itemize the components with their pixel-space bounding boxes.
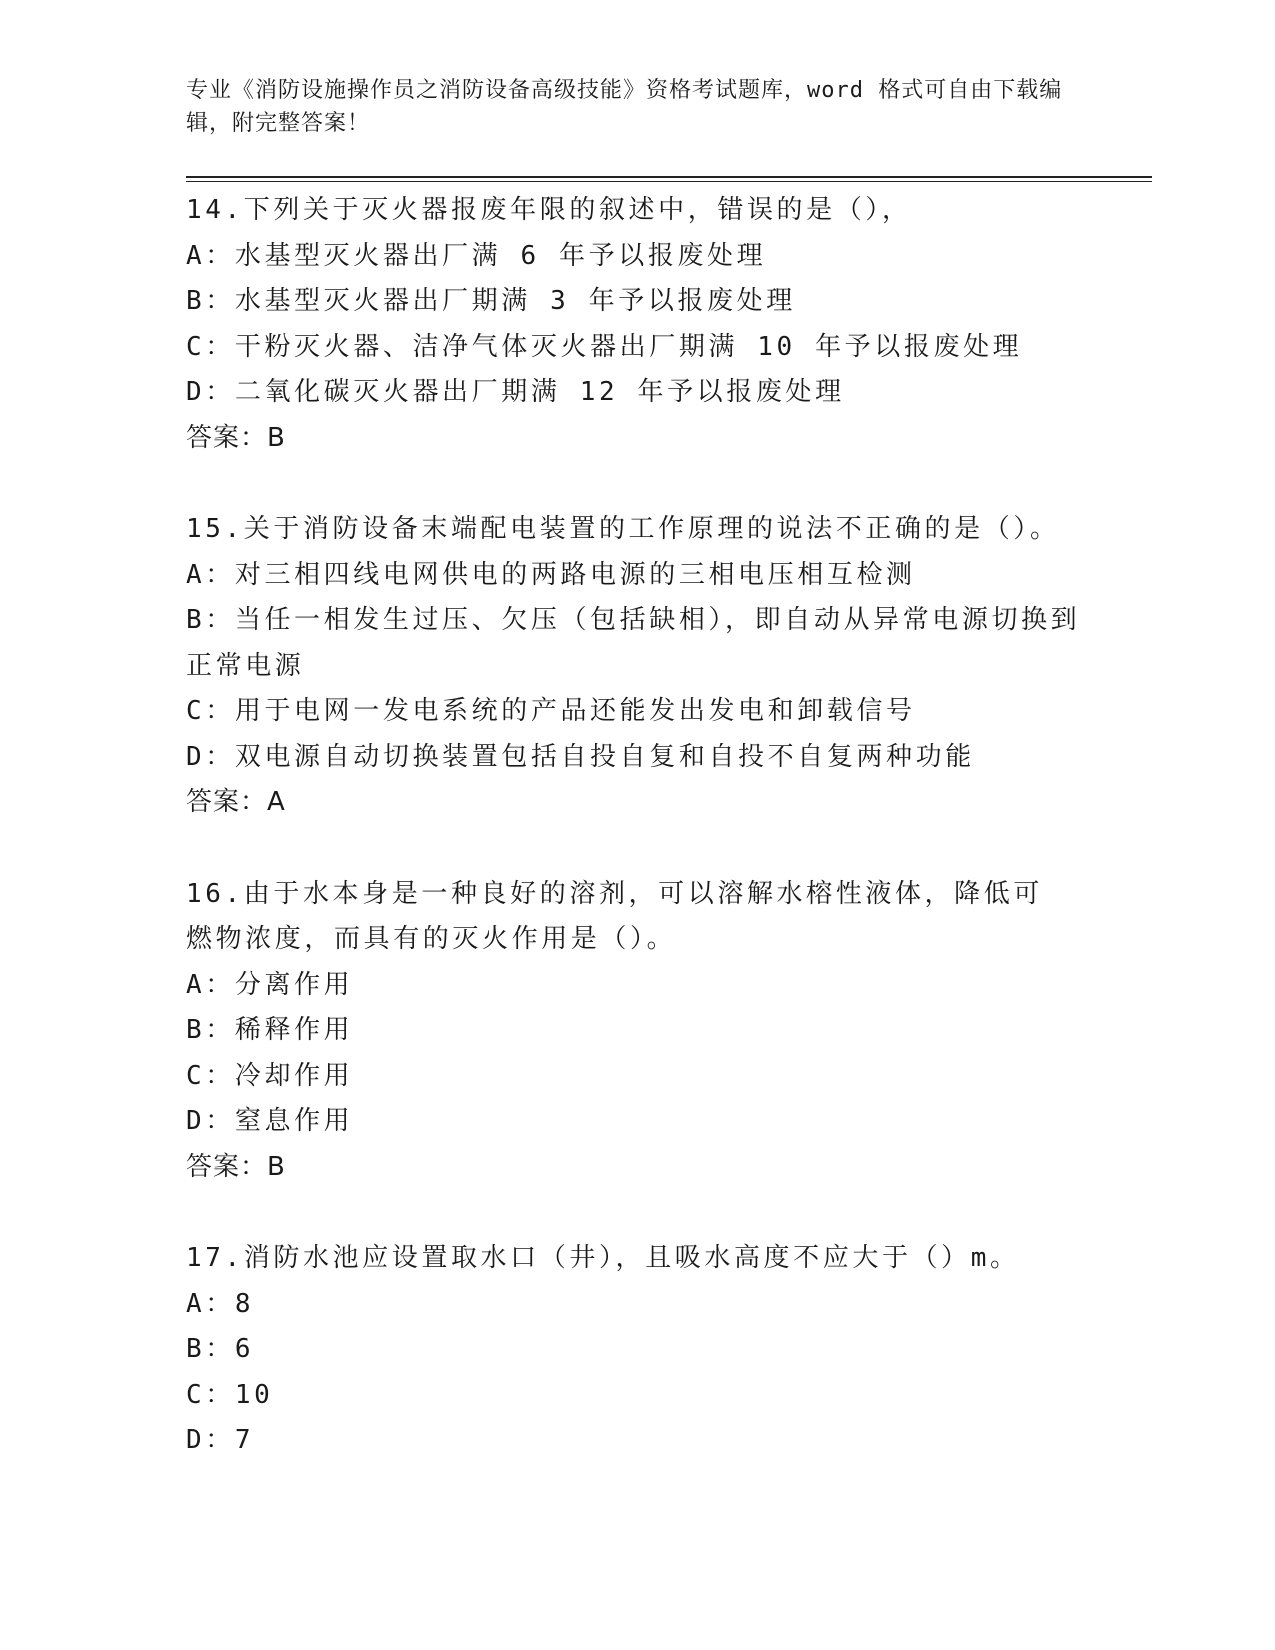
question-list — [186, 188, 1086, 1510]
question-14 — [186, 188, 1086, 461]
option-c: C：干粉灭火器、洁净气体灭火器出厂期满 10 年予以报废处理 — [186, 331, 1023, 362]
option-a: A：水基型灭火器出厂满 6 年予以报废处理 — [186, 240, 767, 271]
question-17 — [186, 1236, 1086, 1464]
question-stem: 14.下列关于灭火器报废年限的叙述中，错误的是（）， — [186, 195, 912, 225]
option-d: D：窒息作用 — [186, 1106, 354, 1136]
header-divider-thin — [186, 181, 1152, 182]
question-stem: 15.关于消防设备末端配电装置的工作原理的说法不正确的是（）。 — [186, 514, 1060, 544]
question-16 — [186, 872, 1086, 1191]
option-c: C：冷却作用 — [186, 1060, 354, 1091]
answer-line: 答案：B — [186, 422, 286, 453]
option-b: B：6 — [186, 1334, 255, 1364]
question-15 — [186, 507, 1086, 826]
option-b: B：稀释作用 — [186, 1015, 354, 1045]
question-stem: 16.由于水本身是一种良好的溶剂，可以溶解水榕性液体，降低可燃物浓度，而具有的灭火作用是（）。 — [186, 878, 1043, 954]
option-a: A：8 — [186, 1288, 255, 1319]
option-d: D：7 — [186, 1425, 255, 1455]
answer-line: 答案：B — [186, 1151, 286, 1182]
option-b: B：水基型灭火器出厂期满 3 年予以报废处理 — [186, 286, 796, 316]
option-a: A：分离作用 — [186, 969, 354, 1000]
option-c: C：用于电网一发电系统的产品还能发出发电和卸载信号 — [186, 696, 916, 726]
header-divider-thick — [186, 176, 1152, 178]
option-a: A：对三相四线电网供电的两路电源的三相电压相互检测 — [186, 559, 916, 590]
option-c: C：10 — [186, 1379, 274, 1410]
document-header: 专业《消防设施操作员之消防设备高级技能》资格考试题库，word 格式可自由下载编辑，附完整答案！ — [186, 78, 1063, 136]
option-d: D：双电源自动切换装置包括自投自复和自投不自复两种功能 — [186, 741, 975, 772]
option-b: B：当任一相发生过压、欠压（包括缺相），即自动从异常电源切换到正常电源 — [186, 605, 1081, 681]
option-d: D：二氧化碳灭火器出厂期满 12 年予以报废处理 — [186, 377, 845, 407]
question-stem: 17.消防水池应设置取水口（井），且吸水高度不应大于（）m。 — [186, 1243, 1020, 1273]
answer-line: 答案：A — [186, 787, 286, 817]
